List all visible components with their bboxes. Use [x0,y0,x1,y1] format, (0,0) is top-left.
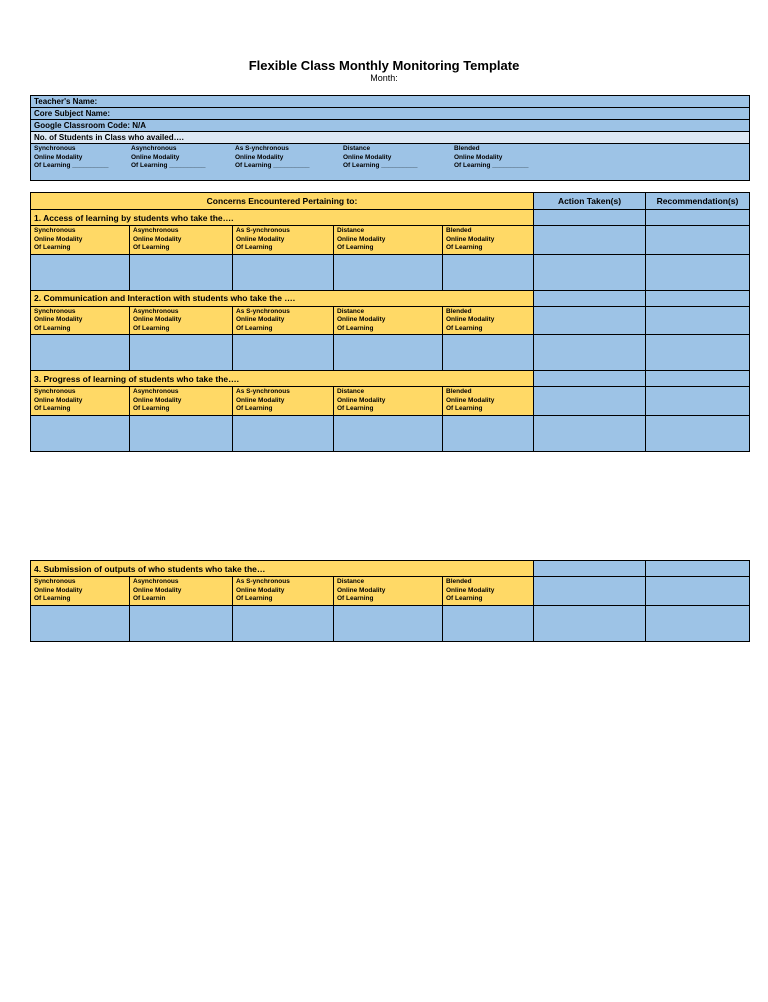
cell-line: Online Modality [236,316,285,323]
cell-line: Of Learning [34,244,71,251]
modality-line: Of Learning __________ [131,162,206,169]
entry-cell[interactable] [233,335,334,371]
concerns-header: Concerns Encountered Pertaining to: [31,193,534,210]
modality-line: Asynchronous [131,145,177,152]
cell-line: Asynchronous [133,227,179,234]
cell-line: Of Learning [337,244,374,251]
recommendation-header: Recommendation(s) [646,193,750,210]
cell-line: Online Modality [337,316,386,323]
modality-as-synchronous[interactable] [235,145,309,171]
cell-line: Blended [446,307,472,315]
page-title: Flexible Class Monthly Monitoring Template [248,58,520,73]
section-title: 4. Submission of outputs of who students who take the… [31,561,534,577]
recommendation-cell[interactable] [646,210,750,226]
recommendation-cell[interactable] [646,577,750,606]
cell-line: Synchronous [34,578,76,585]
cell-line: As S-ynchronous [236,578,290,585]
cell-line: Of Learning [133,244,170,251]
cell-line: Online Modality [446,396,495,404]
teacher-name-field[interactable]: Teacher's Name: [31,96,749,108]
core-subject-field[interactable]: Core Subject Name: [31,108,749,120]
modality-header-cell [443,226,534,255]
recommendation-cell[interactable] [646,335,750,371]
entry-cell[interactable] [233,254,334,290]
action-cell[interactable] [534,605,646,641]
cell-line: Online Modality [446,235,495,243]
entry-cell[interactable] [31,254,130,290]
modality-header-cell [443,306,534,335]
cell-line: Of Learning [446,324,483,332]
modality-header-cell [233,577,334,606]
modality-header-cell [233,226,334,255]
cell-line: Online Modality [133,235,182,243]
cell-line: As S-ynchronous [236,307,290,315]
cell-line: Of Learning [236,405,273,412]
action-taken-header: Action Taken(s) [534,193,646,210]
section-title: 1. Access of learning by students who take the…. [31,210,534,226]
entry-cell[interactable] [130,415,233,451]
students-availed-field[interactable]: No. of Students in Class who availed…. [31,132,749,144]
entry-cell[interactable] [443,415,534,451]
modality-counts [31,144,749,180]
modality-line: As S-ynchronous [235,145,289,152]
recommendation-cell[interactable] [646,605,750,641]
cell-line: As S-ynchronous [236,227,290,234]
recommendation-cell[interactable] [646,306,750,335]
entry-cell[interactable] [130,254,233,290]
cell-line: Online Modality [446,316,495,323]
modality-header-cell [130,306,233,335]
entry-cell[interactable] [334,335,443,371]
modality-header-cell [443,387,534,416]
modality-line: Of Learning __________ [235,162,310,169]
cell-line: Blended [446,578,472,585]
modality-distance[interactable] [343,145,417,171]
entry-cell[interactable] [443,254,534,290]
modality-synchronous[interactable] [34,145,108,171]
cell-line: Of Learning [34,324,71,332]
cell-line: Of Learning [337,405,374,412]
entry-cell[interactable] [443,335,534,371]
cell-line: Online Modality [236,586,285,594]
cell-line: Of Learning [446,244,483,251]
cell-line: Asynchronous [133,388,179,395]
cell-line: Online Modality [34,396,83,404]
modality-line: Online Modality [131,153,180,161]
modality-header-cell [130,577,233,606]
cell-line: Of Learning [337,595,374,602]
modality-blended[interactable] [454,145,528,171]
cell-line: Of Learning [236,595,273,602]
cell-line: Of Learnin [133,595,166,602]
recommendation-cell[interactable] [646,226,750,255]
cell-line: Online Modality [133,396,182,404]
cell-line: Distance [337,227,365,234]
recommendation-cell[interactable] [646,290,750,306]
recommendation-cell[interactable] [646,254,750,290]
cell-line: Of Learning [236,244,273,251]
recommendation-cell[interactable] [646,415,750,451]
entry-cell[interactable] [334,415,443,451]
action-cell[interactable] [534,290,646,306]
modality-line: Of Learning __________ [454,162,529,169]
submission-table [30,560,750,642]
cell-line: Distance [337,307,365,315]
cell-line: Of Learning [133,405,170,412]
action-cell[interactable] [534,561,646,577]
action-cell[interactable] [534,371,646,387]
cell-line: Online Modality [236,396,285,404]
cell-line: Of Learning [446,405,483,412]
modality-header-cell [130,226,233,255]
entry-cell[interactable] [443,605,534,641]
modality-line: Distance [343,145,371,152]
cell-line: Asynchronous [133,307,179,315]
entry-cell[interactable] [233,605,334,641]
cell-line: Distance [337,388,365,395]
cell-line: Online Modality [34,316,83,323]
month-label: Month: [370,73,398,83]
action-cell[interactable] [534,210,646,226]
entry-cell[interactable] [233,415,334,451]
entry-cell[interactable] [130,605,233,641]
action-cell[interactable] [534,226,646,255]
entry-cell[interactable] [334,605,443,641]
action-cell[interactable] [534,254,646,290]
google-classroom-code-field[interactable]: Google Classroom Code: N/A [31,120,749,132]
modality-header-cell [334,306,443,335]
cell-line: Asynchronous [133,578,179,585]
modality-header-cell [31,226,130,255]
recommendation-cell[interactable] [646,387,750,416]
cell-line: Synchronous [34,227,76,234]
entry-cell[interactable] [334,254,443,290]
cell-line: Online Modality [34,586,83,594]
section-title: 3. Progress of learning of students who take the…. [31,371,534,387]
cell-line: Distance [337,578,365,585]
cell-line: Of Learning [337,324,374,332]
modality-header-cell [31,306,130,335]
cell-line: As S-ynchronous [236,388,290,395]
cell-line: Online Modality [446,586,495,594]
entry-cell[interactable] [130,335,233,371]
modality-line: Online Modality [454,153,503,161]
action-cell[interactable] [534,387,646,416]
modality-header-cell [334,577,443,606]
cell-line: Blended [446,388,472,395]
modality-header-cell [233,306,334,335]
section-title: 2. Communication and Interaction with students who take the …. [31,290,534,306]
modality-line: Of Learning __________ [343,162,418,169]
cell-line: Of Learning [446,595,483,602]
modality-header-cell [334,226,443,255]
action-cell[interactable] [534,306,646,335]
cell-line: Online Modality [337,396,386,404]
modality-header-cell [334,387,443,416]
cell-line: Online Modality [337,586,386,594]
cell-line: Blended [446,227,472,234]
cell-line: Online Modality [337,235,386,243]
cell-line: Synchronous [34,307,76,315]
modality-line: Online Modality [34,153,83,161]
entry-cell[interactable] [31,415,130,451]
modality-header-cell [443,577,534,606]
modality-line: Online Modality [343,153,392,161]
concerns-table [30,192,750,452]
action-cell[interactable] [534,415,646,451]
cell-line: Of Learning [34,595,71,602]
cell-line: Of Learning [34,405,71,412]
modality-header-cell [130,387,233,416]
modality-line: Of Learning __________ [34,162,109,169]
modality-line: Synchronous [34,145,76,152]
cell-line: Online Modality [133,586,182,594]
recommendation-cell[interactable] [646,371,750,387]
recommendation-cell[interactable] [646,561,750,577]
modality-line: Blended [454,145,480,152]
modality-header-cell [233,387,334,416]
modality-header-cell [31,577,130,606]
modality-header-cell [31,387,130,416]
entry-cell[interactable] [31,605,130,641]
cell-line: Of Learning [236,324,273,332]
modality-line: Online Modality [235,153,284,161]
cell-line: Of Learning [133,324,170,332]
entry-cell[interactable] [31,335,130,371]
modality-asynchronous[interactable] [131,145,205,171]
action-cell[interactable] [534,335,646,371]
action-cell[interactable] [534,577,646,606]
cell-line: Online Modality [34,235,83,243]
cell-line: Synchronous [34,388,76,395]
cell-line: Online Modality [133,316,182,323]
class-info-block [30,95,750,181]
cell-line: Online Modality [236,235,285,243]
